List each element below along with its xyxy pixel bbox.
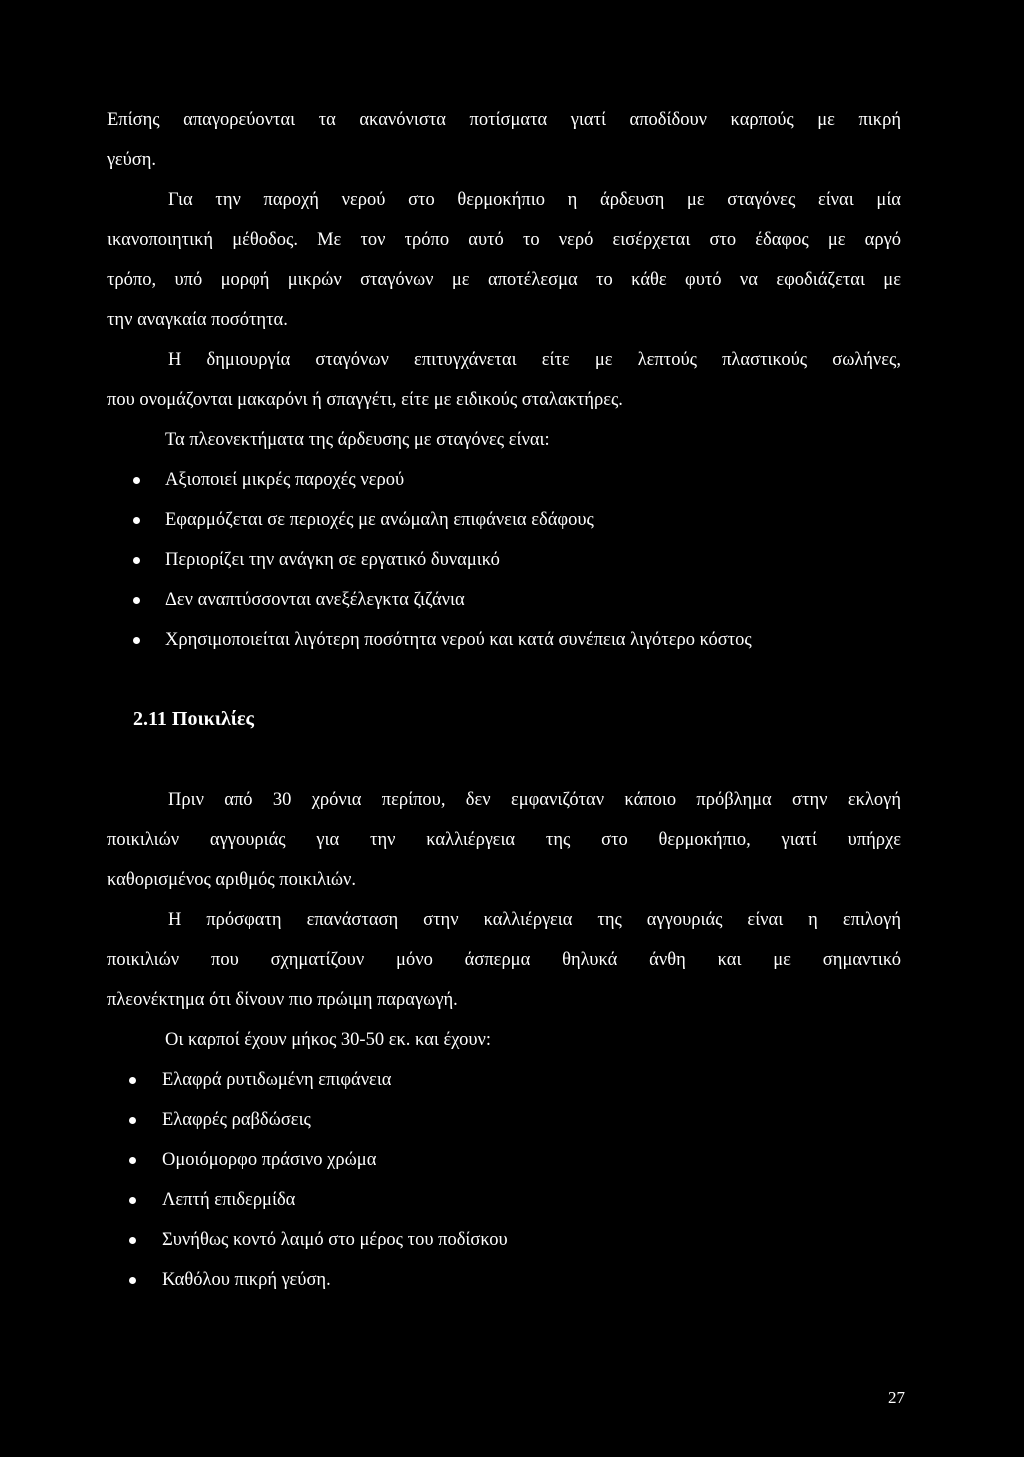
paragraph-3-line-2: που ονομάζονται μακαρόνι ή σπαγγέτι, είτε με ειδικούς σταλακτήρες. — [107, 390, 623, 410]
bullet-icon — [133, 517, 140, 524]
paragraph-2-line-4: την αναγκαία ποσότητα. — [107, 310, 288, 330]
list-item-text: Δεν αναπτύσσονται ανεξέλεγκτα ζιζάνια — [165, 590, 465, 610]
paragraph-2-line-3: τρόπο, υπό μορφή μικρών σταγόνων με αποτέλεσμα το κάθε φυτό να εφοδιάζεται με — [107, 270, 901, 290]
paragraph-5-line-1: Πριν από 30 χρόνια περίπου, δεν εμφανιζόταν κάποιο πρόβλημα στην εκλογή — [168, 790, 901, 810]
bullet-icon — [129, 1117, 136, 1124]
paragraph-4: Τα πλεονεκτήματα της άρδευσης με σταγόνες είναι: — [165, 430, 550, 450]
bullet-icon — [129, 1077, 136, 1084]
list-item-text: Ομοιόμορφο πράσινο χρώμα — [162, 1150, 377, 1170]
list-item-text: Χρησιμοποιείται λιγότερη ποσότητα νερού και κατά συνέπεια λιγότερο κόστος — [165, 630, 752, 650]
bullet-icon — [133, 557, 140, 564]
list-item-text: Λεπτή επιδερμίδα — [162, 1190, 296, 1210]
section-heading: 2.11 Ποικιλίες — [133, 708, 254, 730]
paragraph-7: Οι καρποί έχουν μήκος 30-50 εκ. και έχουν: — [165, 1030, 491, 1050]
paragraph-6-line-1: Η πρόσφατη επανάσταση στην καλλιέργεια της αγγουριάς είναι η επιλογή — [168, 910, 901, 930]
paragraph-1-line-2: γεύση. — [107, 150, 157, 170]
paragraph-1-line-1: Επίσης απαγορεύονται τα ακανόνιστα ποτίσματα γιατί αποδίδουν καρπούς με πικρή — [107, 110, 901, 130]
bullet-icon — [133, 637, 140, 644]
bullet-icon — [133, 597, 140, 604]
bullet-icon — [133, 477, 140, 484]
bullet-icon — [129, 1197, 136, 1204]
list-item-text: Αξιοποιεί μικρές παροχές νερού — [165, 470, 405, 490]
list-item-text: Περιορίζει την ανάγκη σε εργατικό δυναμικό — [165, 550, 500, 570]
bullet-icon — [129, 1277, 136, 1284]
bullet-icon — [129, 1237, 136, 1244]
paragraph-2-line-1: Για την παροχή νερού στο θερμοκήπιο η άρδευση με σταγόνες είναι μία — [168, 190, 901, 210]
bullet-icon — [129, 1157, 136, 1164]
list-item-text: Εφαρμόζεται σε περιοχές με ανώμαλη επιφάνεια εδάφους — [165, 510, 594, 530]
paragraph-5-line-3: καθορισμένος αριθμός ποικιλιών. — [107, 870, 357, 890]
paragraph-3-line-1: Η δημιουργία σταγόνων επιτυγχάνεται είτε με λεπτούς πλαστικούς σωλήνες, — [168, 350, 901, 370]
paragraph-5-line-2: ποικιλιών αγγουριάς για την καλλιέργεια της στο θερμοκήπιο, γιατί υπήρχε — [107, 830, 901, 850]
paragraph-2-line-2: ικανοποιητική μέθοδος. Με τον τρόπο αυτό το νερό εισέρχεται στο έδαφος με αργό — [107, 230, 901, 250]
list-item-text: Συνήθως κοντό λαιμό στο μέρος του ποδίσκου — [162, 1230, 508, 1250]
list-item-text: Ελαφρές ραβδώσεις — [162, 1110, 311, 1130]
page-number: 27 — [888, 1388, 905, 1407]
list-item-text: Καθόλου πικρή γεύση. — [162, 1270, 331, 1290]
paragraph-6-line-3: πλεονέκτημα ότι δίνουν πιο πρώιμη παραγωγή. — [107, 990, 458, 1010]
list-item-text: Ελαφρά ρυτιδωμένη επιφάνεια — [162, 1070, 392, 1090]
paragraph-6-line-2: ποικιλιών που σχηματίζουν μόνο άσπερμα θηλυκά άνθη και με σημαντικό — [107, 950, 901, 970]
